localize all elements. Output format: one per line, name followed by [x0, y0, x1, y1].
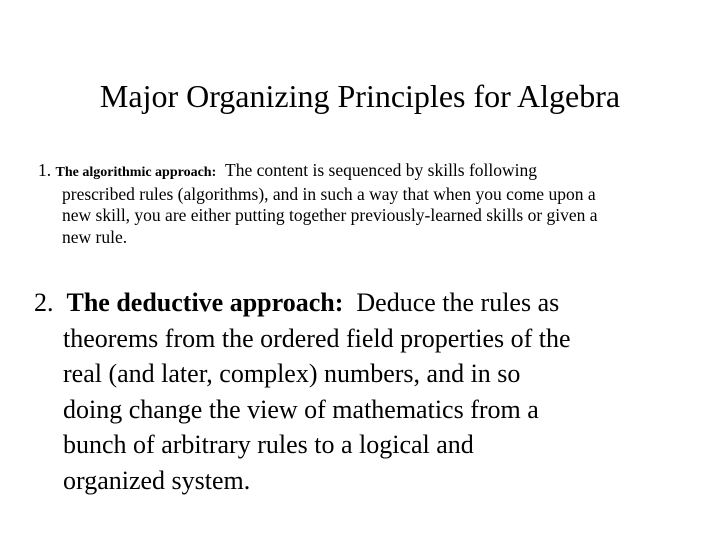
principle-text: new skill, you are either putting together previously-learned skills or given a: [62, 205, 598, 225]
principle-text: bunch of arbitrary rules to a logical and: [63, 430, 474, 459]
principle-text: theorems from the ordered field properties of the: [63, 323, 571, 353]
principle-text: new rule.: [62, 226, 128, 247]
item-number: 1.: [38, 160, 52, 180]
slide-title: Major Organizing Principles for Algebra: [99, 78, 621, 114]
principle-text: The content is sequenced by skills following: [225, 160, 538, 180]
principle-item-algorithmic: [38, 160, 688, 248]
principle-text: organized system.: [63, 465, 251, 495]
principle-text: prescribed rules (algorithms), and in such a way that when you come upon a: [62, 183, 596, 204]
principle-text: doing change the view of mathematics from a: [63, 394, 539, 424]
principle-text: Deduce the rules as: [356, 288, 560, 317]
principle-text: real (and later, complex) numbers, and in so: [63, 359, 521, 388]
principle-first-line: [34, 285, 694, 321]
principle-first-line: [38, 160, 688, 184]
principle-lead: The deductive approach:: [66, 288, 344, 317]
principle-item-deductive: [34, 285, 694, 498]
item-number: 2.: [34, 288, 54, 317]
principle-lead: The algorithmic approach:: [55, 165, 217, 180]
